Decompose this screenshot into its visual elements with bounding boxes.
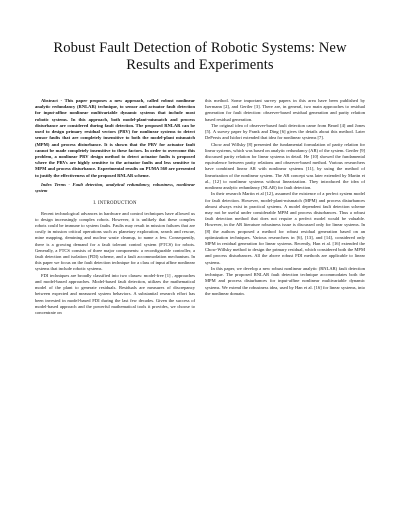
paragraph: Recent technological advances in hardware and control techniques have allowed us to design increasingly complex robots. However, it is unlikely that these complex robots could be immune to system faults. Faults may result in mission failures that are costly in mission critical operations such as planetary exploration, search and rescue, mine mapping, demining and nuclear waste cleanup, to name a few. Consequently, there is a growing demand for a fault tolerant control system (FTCS) for robots. Generally, a FTCS consists of three major components: a reconfigurable controller, a fault detection and isolation (FDI) scheme, and a fault accommodation mechanism. In this paper we focus on the fault detection technique for a class of input affine nonlinear systems that include robotic systems. [35, 210, 195, 272]
paragraph: this method. Some important survey papers in this area have been published by Isermann [2], and Gertler [3]. There are, in general, two main approaches to residual generation for fault detection: observer-based residual generation and parity relation based residual generation. [205, 98, 365, 122]
abstract: Abstract - This paper proposes a new approach, called robust nonlinear analytic redundancy (RNLAR) technique, to sensor and actuator fault detection for input-affine nonlinear multivariable dynamic systems that include most robotic systems. In this approach, both model-plant-mismatch and process disturbance are considered during fault detection. The proposed RNLAR can be used to design primary residual vectors (PRV) for nonlinear systems to detect sensor faults that are completely insensitive to both the model-plant mismatch (MPM) and process disturbance. It is shown that the PRV for actuator fault cannot be made completely insensitive to these factors. In order to overcome this problem, a nonlinear PRV design method to detect actuator faults is proposed where the PRVs are highly sensitive to the actuator faults and less sensitive to MPM and process disturbance. Experimental results on PUMA 560 are presented to justify the effectiveness of the proposed RNLAR scheme. [35, 98, 195, 178]
paragraph: Chow and Willsky [8] presented the fundamental formulation of parity relation for linear systems, which was based on analytic redundancy (AR) of the system. Gertler [9] discussed parity relation for linear systems in detail. He [10] showed the fundamental equivalence between parity relations and observer-based method. Various researchers have combined linear AR with nonlinear systems [11], by using the method of linearization of the nonlinear system. The AR concept was later extended by Martin et al., [12] to nonlinear systems without linearization. They introduced the idea of nonlinear analytic redundancy (NLAR) for fault detection. [205, 141, 365, 191]
paper-title: Robust Fault Detection of Robotic Systems: New Results and Experiments [53, 40, 347, 73]
paragraph: FDI techniques are broadly classified into two classes: model-free [1] , approaches and model-based approaches. Model-based fault detection, utilizes the mathematical model of the plant to generate residuals. Residuals are measures of discrepancy between expected and measured system behaviors. A substantial research effort has been invested in model-based FDI during the last few decades. Given the success of model-based approach and the powerful mathematical tools it provides, we choose to concentrate on [35, 272, 195, 315]
section-heading-introduction: I. INTRODUCTION [93, 201, 137, 207]
two-column-body [35, 98, 365, 316]
index-terms: Index Terms - Fault detection, analytical redundancy, robustness, nonlinear system [35, 181, 195, 194]
right-column [205, 98, 365, 316]
paragraph: In their research Martin et al [12], assumed the existence of a perfect system model for fault detection. However, model-plant-mismatch (MPM) and process disturbances almost always exist in practical systems. A model dependent fault detection scheme may not be useful under considerable MPM and process disturbances. Thus a robust fault detection method that does not require a perfect model would be valuable. However, in the AR literature robustness issue is discussed only for linear systems. In [8] the authors proposed a method for robust residual generation based on an optimization techniques. Various researchers in [6], [13], and [14], considered only MPM in residual generation for linear systems. Recently, Han et al. [16] extended the Chow-Willsky method to design the primary residual, which considered both the MPM and process disturbances. All the above robust FDI methods are applicable to linear systems. [205, 191, 365, 265]
left-column [35, 98, 195, 316]
paragraph: In this paper, we develop a new robust nonlinear analytic (RNLAR) fault detection technique. The proposed RNLAR fault detection technique accommodates both the MPM and process disturbances for input-affine nonlinear multivariable dynamic systems. We extend the robustness idea, used by Han et al. [16] for linear systems, into the nonlinear domain. [205, 265, 365, 296]
paragraph: The original idea of observer-based fault detection came from Beard [4] and Jones [5]. A survey paper by Frank and Ding [6] gives the details about this method. Later DePersis and Isidori extended that idea for nonlinear systems [7]. [205, 122, 365, 141]
